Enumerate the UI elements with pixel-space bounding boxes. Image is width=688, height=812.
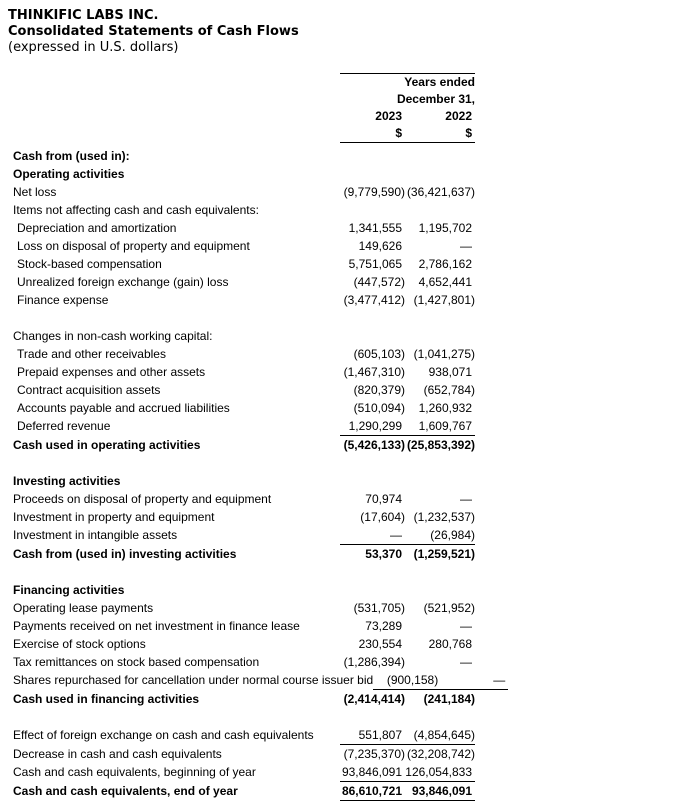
amount-2023 xyxy=(340,763,402,781)
row-label: Proceeds on disposal of property and equipment xyxy=(13,492,272,506)
row-amounts xyxy=(340,526,475,545)
amount-2023 xyxy=(373,671,439,689)
amount-2023 xyxy=(340,599,405,617)
amount-2022 xyxy=(402,653,472,671)
company-name: THINKIFIC LABS INC. xyxy=(8,8,159,23)
table-row xyxy=(0,782,475,801)
row-amounts xyxy=(340,599,475,617)
amount-2023 xyxy=(340,508,405,526)
amount-2023-text: (1,286,394) xyxy=(343,655,405,669)
amount-2022 xyxy=(402,581,472,599)
table-row xyxy=(0,165,475,183)
row-label: Depreciation and amortization xyxy=(17,221,177,235)
amount-2023 xyxy=(340,726,402,744)
amount-2022-text: 280,768 xyxy=(428,637,472,651)
currency-note: (expressed in U.S. dollars) xyxy=(8,40,179,55)
row-amounts xyxy=(373,671,508,690)
row-amounts xyxy=(340,183,475,201)
table-row xyxy=(0,291,475,309)
table-row xyxy=(0,508,475,526)
row-label: Cash used in operating activities xyxy=(13,438,201,452)
amount-2023 xyxy=(340,399,405,417)
row-label: Investing activities xyxy=(13,474,121,488)
amount-2022 xyxy=(402,745,475,763)
amount-2022 xyxy=(402,545,475,563)
row-amounts xyxy=(340,545,475,563)
year-column-2022: 2022 xyxy=(445,109,472,123)
amount-2023-text: 1,290,299 xyxy=(348,419,402,433)
amount-2022-text: (1,259,521) xyxy=(413,547,475,561)
row-amounts xyxy=(340,782,475,801)
row-label: Cash and cash equivalents, beginning of year xyxy=(13,765,256,779)
table-row xyxy=(0,690,475,708)
row-amounts xyxy=(340,417,475,436)
table-row xyxy=(0,219,475,237)
amount-2022-text: 126,054,833 xyxy=(405,765,472,779)
statement-title: Consolidated Statements of Cash Flows xyxy=(8,24,299,39)
row-amounts xyxy=(340,436,475,454)
amount-2023 xyxy=(340,745,405,763)
amount-2022-text: 1,260,932 xyxy=(418,401,472,415)
amount-2022-text: (25,853,392) xyxy=(406,438,475,452)
period-label-line2: December 31, xyxy=(396,92,475,106)
table-row xyxy=(0,237,475,255)
amount-2022 xyxy=(402,763,472,781)
amount-2023 xyxy=(340,653,405,671)
amount-2023 xyxy=(340,273,405,291)
column-header xyxy=(340,73,475,143)
table-row xyxy=(0,472,475,490)
amount-2023-text: (9,779,590) xyxy=(343,185,405,199)
row-amounts xyxy=(340,763,475,782)
row-amounts xyxy=(340,726,475,745)
amount-2022 xyxy=(402,183,475,201)
amount-2023 xyxy=(340,165,402,183)
amount-2023 xyxy=(340,472,402,490)
amount-2022-text: (241,184) xyxy=(423,692,475,706)
period-label-line1: Years ended xyxy=(404,75,475,89)
row-amounts xyxy=(340,472,475,490)
table-row xyxy=(0,726,475,745)
amount-2023-text: 73,289 xyxy=(365,619,402,633)
amount-2023 xyxy=(340,291,405,309)
amount-2022-text: 938,071 xyxy=(428,365,472,379)
row-amounts xyxy=(340,617,475,635)
row-label: Tax remittances on stock based compensation xyxy=(13,655,260,669)
amount-2023-text: (2,414,414) xyxy=(343,692,405,706)
row-amounts xyxy=(340,635,475,653)
row-label: Changes in non-cash working capital: xyxy=(13,329,213,343)
amount-2022-text: (652,784) xyxy=(423,383,475,397)
amount-2022-text: 1,195,702 xyxy=(418,221,472,235)
amount-2023-text: (605,103) xyxy=(353,347,405,361)
amount-2023-text: (531,705) xyxy=(353,601,405,615)
amount-2022 xyxy=(402,381,475,399)
row-label: Operating activities xyxy=(13,167,125,181)
amount-2023 xyxy=(340,581,402,599)
amount-2023-text: (17,604) xyxy=(360,510,405,524)
table-row xyxy=(0,763,475,782)
amount-2023 xyxy=(340,381,405,399)
amount-2022-text: — xyxy=(493,673,506,687)
amount-2023-text: (1,467,310) xyxy=(343,365,405,379)
row-label: Cash from (used in): xyxy=(13,149,130,163)
row-amounts xyxy=(340,653,475,671)
row-amounts xyxy=(340,399,475,417)
amount-2022 xyxy=(402,219,472,237)
row-amounts xyxy=(340,381,475,399)
amount-2023 xyxy=(340,526,402,544)
table-row xyxy=(0,436,475,454)
amount-2022-text: 1,609,767 xyxy=(418,419,472,433)
row-label: Financing activities xyxy=(13,583,125,597)
amount-2023-text: 149,626 xyxy=(358,239,402,253)
amount-2023-text: (5,426,133) xyxy=(343,438,405,452)
amount-2023 xyxy=(340,345,405,363)
row-label: Loss on disposal of property and equipment xyxy=(17,239,250,253)
amount-2022 xyxy=(402,599,475,617)
row-amounts xyxy=(340,690,475,708)
amount-2022-text: — xyxy=(460,492,472,506)
row-amounts xyxy=(340,490,475,508)
amount-2023 xyxy=(340,147,402,165)
row-label: Cash from (used in) investing activities xyxy=(13,547,237,561)
table-row xyxy=(0,599,475,617)
amount-2022-text: — xyxy=(460,239,472,253)
amount-2023-text: — xyxy=(390,528,402,542)
amount-2023 xyxy=(340,545,402,563)
table-row xyxy=(0,635,475,653)
amount-2022 xyxy=(402,399,472,417)
row-label: Stock-based compensation xyxy=(17,257,162,271)
amount-2022-text: (26,984) xyxy=(430,528,475,542)
amount-2022-text: (1,041,275) xyxy=(413,347,475,361)
table-row xyxy=(0,745,475,763)
table-row xyxy=(0,381,475,399)
amount-2023-text: (447,572) xyxy=(353,275,405,289)
amount-2022 xyxy=(402,472,472,490)
row-label: Operating lease payments xyxy=(13,601,154,615)
row-label: Net loss xyxy=(13,185,57,199)
amount-2022 xyxy=(402,165,472,183)
amount-2023 xyxy=(340,183,405,201)
amount-2022 xyxy=(402,291,475,309)
row-label: Unrealized foreign exchange (gain) loss xyxy=(17,275,229,289)
row-amounts xyxy=(340,581,475,599)
row-amounts xyxy=(340,345,475,363)
row-label: Investment in intangible assets xyxy=(13,528,178,542)
amount-2022-text: (521,952) xyxy=(423,601,475,615)
amount-2023-text: 86,610,721 xyxy=(341,784,402,798)
year-column-2023: 2023 xyxy=(375,109,402,123)
row-amounts xyxy=(340,273,475,291)
statement-title-block xyxy=(0,8,688,56)
amount-2022 xyxy=(402,147,472,165)
table-row xyxy=(0,201,475,219)
amount-2022 xyxy=(402,726,475,744)
row-amounts xyxy=(340,237,475,255)
currency-header-row xyxy=(340,125,475,142)
amount-2023 xyxy=(340,219,402,237)
amount-2023 xyxy=(340,417,402,435)
amount-2022-text: 4,652,441 xyxy=(418,275,472,289)
row-label: Finance expense xyxy=(17,293,109,307)
amount-2023 xyxy=(340,237,402,255)
row-label: Payments received on net investment in finance lease xyxy=(13,619,300,633)
amount-2023 xyxy=(340,327,402,345)
amount-2022 xyxy=(402,363,472,381)
year-header-row xyxy=(340,108,475,125)
amount-2022 xyxy=(402,201,472,219)
amount-2023 xyxy=(340,490,402,508)
amount-2022-text: (32,208,742) xyxy=(406,747,475,761)
amount-2023 xyxy=(340,201,402,219)
amount-2023 xyxy=(340,782,402,800)
row-amounts xyxy=(340,745,475,763)
amount-2022 xyxy=(402,635,472,653)
row-label: Deferred revenue xyxy=(17,419,111,433)
table-row xyxy=(0,363,475,381)
table-row xyxy=(0,526,475,545)
amount-2022 xyxy=(402,508,475,526)
amount-2022 xyxy=(402,490,472,508)
amount-2022 xyxy=(402,417,472,435)
amount-2023-text: (510,094) xyxy=(353,401,405,415)
amount-2022 xyxy=(435,671,505,689)
table-row xyxy=(0,273,475,291)
amount-2022-text: (1,427,801) xyxy=(413,293,475,307)
table-row xyxy=(0,327,475,345)
row-label: Cash used in financing activities xyxy=(13,692,200,706)
amount-2022-text: 2,786,162 xyxy=(418,257,472,271)
table-row xyxy=(0,490,475,508)
row-amounts xyxy=(340,255,475,273)
row-label: Cash and cash equivalents, end of year xyxy=(13,784,238,798)
amount-2023 xyxy=(340,363,405,381)
row-amounts xyxy=(340,327,475,345)
amount-2023 xyxy=(340,255,402,273)
amount-2022 xyxy=(402,237,472,255)
table-row xyxy=(0,183,475,201)
amount-2023 xyxy=(340,436,405,454)
table-row xyxy=(0,581,475,599)
amount-2023-text: (900,158) xyxy=(386,673,439,687)
table-row xyxy=(0,255,475,273)
row-label: Accounts payable and accrued liabilities xyxy=(17,401,230,415)
amount-2023-text: 70,974 xyxy=(365,492,402,506)
row-amounts xyxy=(340,165,475,183)
row-amounts xyxy=(340,201,475,219)
table-row xyxy=(0,417,475,436)
amount-2022 xyxy=(402,345,475,363)
row-label: Investment in property and equipment xyxy=(13,510,215,524)
amount-2023 xyxy=(340,617,402,635)
amount-2022 xyxy=(402,690,475,708)
amount-2023-text: 551,807 xyxy=(358,728,402,742)
amount-2022-text: (1,232,537) xyxy=(413,510,475,524)
row-label: Shares repurchased for cancellation under normal course issuer bid xyxy=(13,673,374,687)
amount-2022-text: 93,846,091 xyxy=(411,784,472,798)
row-label: Prepaid expenses and other assets xyxy=(17,365,206,379)
row-label: Trade and other receivables xyxy=(17,347,166,361)
amount-2022-text: (4,854,645) xyxy=(413,728,475,742)
amount-2022 xyxy=(402,782,472,800)
amount-2023-text: 1,341,555 xyxy=(348,221,402,235)
row-label: Decrease in cash and cash equivalents xyxy=(13,747,222,761)
row-label: Effect of foreign exchange on cash and cash equivalents xyxy=(13,728,314,742)
amount-2022-text: — xyxy=(460,655,472,669)
table-row xyxy=(0,147,475,165)
row-amounts xyxy=(340,147,475,165)
row-amounts xyxy=(340,291,475,309)
amount-2023 xyxy=(340,690,405,708)
amount-2022 xyxy=(402,273,472,291)
row-amounts xyxy=(340,363,475,381)
amount-2022 xyxy=(402,436,475,454)
amount-2022 xyxy=(402,255,472,273)
row-amounts xyxy=(340,219,475,237)
amount-2022-text: — xyxy=(460,619,472,633)
amount-2022 xyxy=(402,327,472,345)
row-amounts xyxy=(340,508,475,526)
amount-2023-text: (820,379) xyxy=(353,383,405,397)
amount-2023 xyxy=(340,635,402,653)
table-row xyxy=(0,653,475,671)
table-row xyxy=(0,399,475,417)
amount-2022 xyxy=(402,617,472,635)
table-row xyxy=(0,345,475,363)
amount-2023-text: 5,751,065 xyxy=(348,257,402,271)
row-label: Contract acquisition assets xyxy=(17,383,161,397)
statement-rows xyxy=(0,147,688,801)
table-row xyxy=(0,671,506,690)
currency-symbol-2023: $ xyxy=(395,126,402,140)
row-label: Exercise of stock options xyxy=(13,637,146,651)
amount-2022-text: (36,421,637) xyxy=(406,185,475,199)
amount-2023-text: 230,554 xyxy=(358,637,402,651)
amount-2023-text: (7,235,370) xyxy=(343,747,405,761)
table-row xyxy=(0,617,475,635)
amount-2023-text: (3,477,412) xyxy=(343,293,405,307)
row-label: Items not affecting cash and cash equivalents: xyxy=(13,203,259,217)
amount-2022 xyxy=(402,526,475,544)
currency-symbol-2022: $ xyxy=(465,126,472,140)
amount-2023-text: 53,370 xyxy=(365,547,402,561)
table-row xyxy=(0,545,475,563)
amount-2023-text: 93,846,091 xyxy=(341,765,402,779)
